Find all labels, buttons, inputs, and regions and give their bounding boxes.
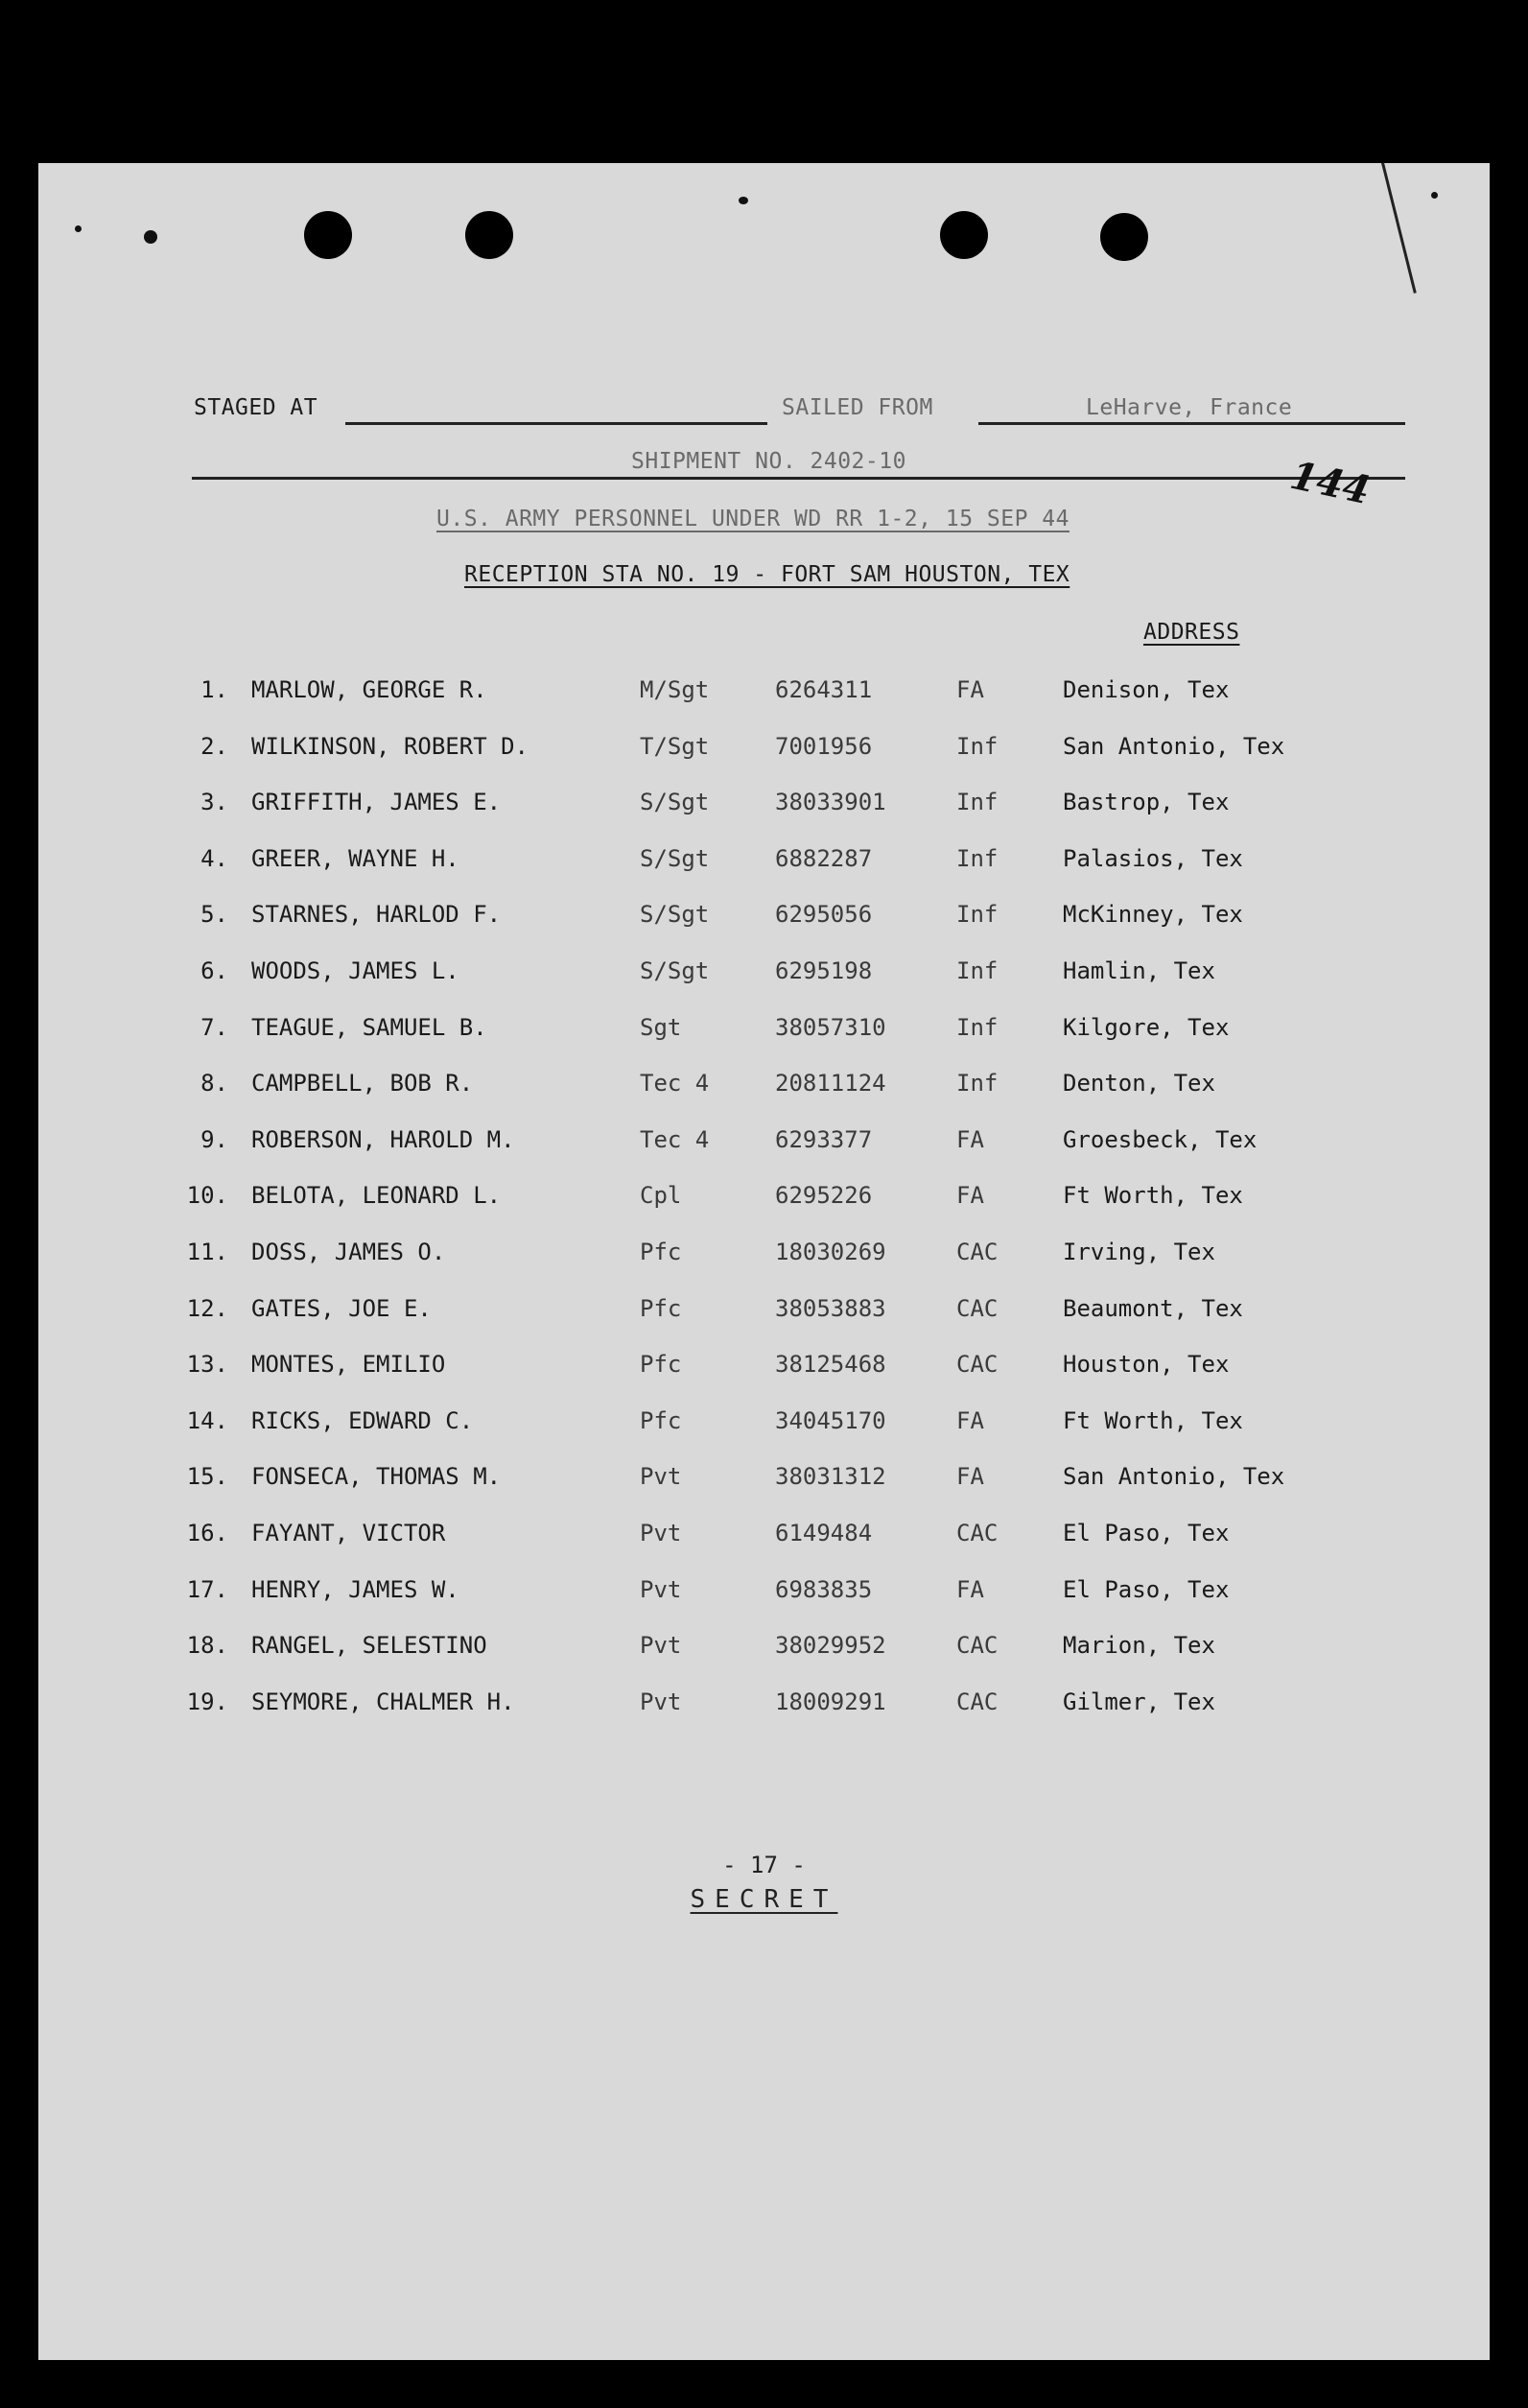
row-number: 3. [200,789,228,816]
row-name: FAYANT, VICTOR [251,1520,446,1546]
row-arm-of-service: Inf [956,732,999,760]
row-name: SEYMORE, CHALMER H. [251,1688,515,1715]
row-number: 14. [186,1406,228,1434]
row-address: Gilmer, Tex [1063,1688,1215,1715]
row-address: Bastrop, Tex [1063,789,1230,816]
row-name: STARNES, HARLOD F. [251,901,502,929]
classification-marking: SECRET [690,1885,838,1914]
row-grade: S/Sgt [640,901,710,929]
ink-speck [1431,192,1438,199]
handwritten-page-number: 144 [1286,452,1375,514]
row-address: Irving, Tex [1063,1239,1215,1265]
row-grade: Tec 4 [640,1070,710,1098]
row-address: McKinney, Tex [1063,901,1243,929]
row-grade: Cpl [640,1182,682,1210]
row-grade: S/Sgt [640,957,710,984]
row-serial-number: 20811124 [775,1070,886,1098]
row-name: RICKS, EDWARD C. [251,1406,474,1434]
row-address: San Antonio, Tex [1063,1463,1285,1491]
row-number: 16. [186,1520,228,1546]
row-address: Ft Worth, Tex [1063,1182,1243,1210]
row-grade: Pfc [640,1239,682,1265]
row-address: Marion, Tex [1063,1632,1215,1660]
row-grade: Pfc [640,1406,682,1434]
row-grade: Tec 4 [640,1125,710,1153]
row-name: GATES, JOE E. [251,1294,432,1322]
row-number: 2. [200,732,228,760]
row-name: GREER, WAYNE H. [251,844,459,872]
row-arm-of-service: CAC [956,1351,999,1379]
row-grade: S/Sgt [640,844,710,872]
row-serial-number: 6295056 [775,901,873,929]
row-arm-of-service: FA [956,1182,984,1210]
row-arm-of-service: FA [956,1125,984,1153]
page-number: - 17 - [722,1852,806,1878]
row-number: 10. [186,1182,228,1210]
row-arm-of-service: Inf [956,1013,999,1041]
row-number: 19. [186,1688,228,1715]
row-arm-of-service: Inf [956,957,999,984]
row-serial-number: 38125468 [775,1351,886,1379]
row-name: BELOTA, LEONARD L. [251,1182,502,1210]
sailed-from-value: LeHarve, France [1086,395,1293,420]
row-grade: S/Sgt [640,789,710,816]
row-address: Palasios, Tex [1063,844,1243,872]
row-serial-number: 6983835 [775,1575,873,1603]
ink-speck [739,197,748,204]
row-name: TEAGUE, SAMUEL B. [251,1013,487,1041]
row-arm-of-service: FA [956,676,984,703]
row-serial-number: 38031312 [775,1463,886,1491]
row-address: Denison, Tex [1063,676,1230,703]
row-number: 13. [186,1351,228,1379]
reception-heading: RECEPTION STA NO. 19 - FORT SAM HOUSTON, TEX [464,562,1070,587]
row-number: 11. [186,1239,228,1265]
row-name: FONSECA, THOMAS M. [251,1463,502,1491]
row-address: Ft Worth, Tex [1063,1406,1243,1434]
row-number: 5. [200,901,228,929]
staged-at-label: STAGED AT [194,395,318,420]
row-name: RANGEL, SELESTINO [251,1632,487,1660]
punch-hole [304,211,352,259]
row-number: 8. [200,1070,228,1098]
row-name: MARLOW, GEORGE R. [251,676,487,703]
row-arm-of-service: FA [956,1406,984,1434]
row-grade: Pvt [640,1632,682,1660]
punch-hole [1100,213,1148,261]
row-grade: Pvt [640,1575,682,1603]
row-serial-number: 6295226 [775,1182,873,1210]
row-serial-number: 38057310 [775,1013,886,1041]
row-arm-of-service: FA [956,1463,984,1491]
row-serial-number: 18009291 [775,1688,886,1715]
row-arm-of-service: CAC [956,1294,999,1322]
row-arm-of-service: Inf [956,844,999,872]
staged-at-line [345,422,767,425]
row-arm-of-service: Inf [956,1070,999,1098]
row-grade: Pvt [640,1688,682,1715]
row-address: El Paso, Tex [1063,1520,1230,1546]
address-column-heading: ADDRESS [1143,620,1240,645]
row-address: Hamlin, Tex [1063,957,1215,984]
row-grade: Pfc [640,1351,682,1379]
row-name: CAMPBELL, BOB R. [251,1070,474,1098]
shipment-number: SHIPMENT NO. 2402-10 [631,449,906,474]
row-arm-of-service: CAC [956,1688,999,1715]
row-number: 18. [186,1632,228,1660]
row-serial-number: 6149484 [775,1520,873,1546]
row-serial-number: 6295198 [775,957,873,984]
row-address: Houston, Tex [1063,1351,1230,1379]
row-arm-of-service: Inf [956,789,999,816]
row-number: 1. [200,676,228,703]
row-number: 9. [200,1125,228,1153]
row-number: 6. [200,957,228,984]
row-grade: Pvt [640,1520,682,1546]
row-number: 4. [200,844,228,872]
personnel-heading: U.S. ARMY PERSONNEL UNDER WD RR 1-2, 15 SEP 44 [436,507,1070,531]
row-name: WILKINSON, ROBERT D. [251,732,529,760]
sailed-from-label: SAILED FROM [782,395,933,420]
row-arm-of-service: CAC [956,1632,999,1660]
row-address: Denton, Tex [1063,1070,1215,1098]
sailed-from-line [978,422,1405,425]
row-serial-number: 6264311 [775,676,873,703]
row-arm-of-service: Inf [956,901,999,929]
row-name: MONTES, EMILIO [251,1351,446,1379]
row-arm-of-service: CAC [956,1239,999,1265]
row-name: ROBERSON, HAROLD M. [251,1125,515,1153]
row-serial-number: 38053883 [775,1294,886,1322]
row-serial-number: 34045170 [775,1406,886,1434]
row-number: 7. [200,1013,228,1041]
row-grade: Pvt [640,1463,682,1491]
punch-hole [940,211,988,259]
row-name: GRIFFITH, JAMES E. [251,789,502,816]
row-grade: Pfc [640,1294,682,1322]
row-serial-number: 7001956 [775,732,873,760]
paper-crease [1381,162,1417,294]
row-name: HENRY, JAMES W. [251,1575,459,1603]
row-number: 12. [186,1294,228,1322]
shipment-rule [192,477,1405,480]
row-serial-number: 6293377 [775,1125,873,1153]
row-serial-number: 18030269 [775,1239,886,1265]
row-grade: T/Sgt [640,732,710,760]
punch-hole [465,211,513,259]
row-grade: Sgt [640,1013,682,1041]
row-arm-of-service: FA [956,1575,984,1603]
row-name: DOSS, JAMES O. [251,1239,446,1265]
row-number: 15. [186,1463,228,1491]
row-address: Kilgore, Tex [1063,1013,1230,1041]
row-serial-number: 38029952 [775,1632,886,1660]
row-address: San Antonio, Tex [1063,732,1285,760]
ink-speck [75,225,82,232]
row-name: WOODS, JAMES L. [251,957,459,984]
row-number: 17. [186,1575,228,1603]
row-serial-number: 6882287 [775,844,873,872]
row-grade: M/Sgt [640,676,710,703]
row-arm-of-service: CAC [956,1520,999,1546]
row-serial-number: 38033901 [775,789,886,816]
row-address: El Paso, Tex [1063,1575,1230,1603]
row-address: Beaumont, Tex [1063,1294,1243,1322]
row-address: Groesbeck, Tex [1063,1125,1258,1153]
ink-speck [144,230,157,244]
